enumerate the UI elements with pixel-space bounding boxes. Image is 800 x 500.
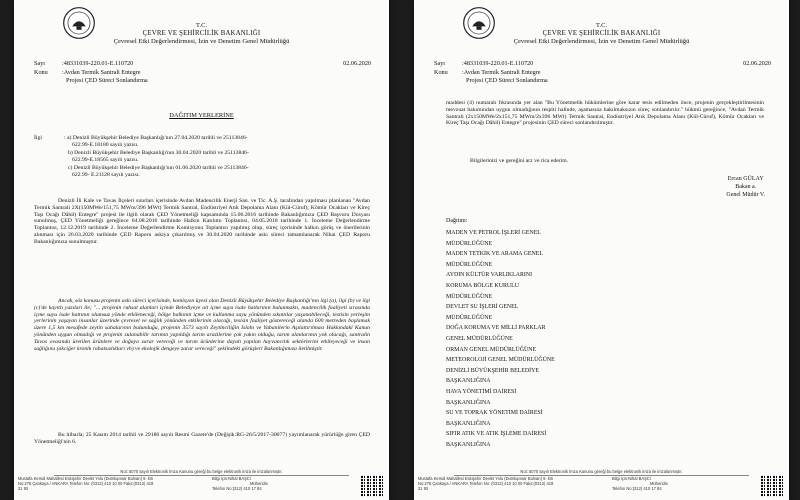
list-item: GENEL MÜDÜRLÜĞÜNE — [446, 335, 513, 342]
footer-contact — [212, 477, 332, 492]
list-item: DENİZLİ BÜYÜKŞEHİR BELEDİYE — [446, 367, 539, 374]
address-line: No:278 Çankaya / ANKARA Telefon No: (0312) 410 10 00 Faks:(0312) 419 — [418, 480, 554, 486]
qr-code-icon — [361, 475, 383, 497]
list-item: DEVLET SU İŞLERİ GENEL — [446, 304, 519, 311]
list-item: SIFIR ATIK VE ATIK İŞLEME DAİRESİ — [446, 431, 547, 438]
distribution-list — [446, 228, 706, 450]
sayi-value: :48331039-220.01-E.110720 — [62, 60, 134, 67]
e-signature-note: Not: 5070 sayılı Elektronik İmza Kanunu gereği bu belge elektronik imza ile imzalanmıştır. — [454, 470, 749, 476]
contact-line: Telefon No:(312) 410 17 84 — [212, 485, 262, 491]
list-item: MADEN TETKİK VE ARAMA GENEL — [446, 251, 543, 258]
paragraph-2: Ancak, söz konusu projenin askı süreci içerisinde, komisyon üyesi olan Denizli Büyükşehir Belediye Başkanlığı'nın ilgi (a), ilgi (b) ve ilgi (c)'de kayıtlı yazıları ile; "... projenin ruhsat alanları içinde Belediyeye ait içme suyu isale hatlarının bulunmaktı, madencilik faaliyeti sırasında içme suyu isale hattının olumsuz yönde etkileneceği, bölge halkının içme ve kullanma suyu yönünden sıkıntılar yaşanabileceği, testisin yerleşim yerlerinin yaşayan insanlar üzerinde çevresel ve sağlık yönünden etkilerinin olacağı, tesisin faaliyet göstereceği alanda 600 metreden başlamak üzere 1,5 km mesafede zeytin sahalarının bulunduğu, projenin 3573 sayılı Zeytinciliğin Islahı ve Yabanilerin Aşılattırılması Hakkındaki Kanun yönünden uygun olmadığı ve projenin sulanabilir tarımın yapıldığı tarım arazilerine çok yakın olduğu, tarım alanlarının yok olacağı, santralin Tavas ovasında üretilen ürünlere ve doğaya zarar vereceği ve tarım ürünlerine dayalı yapılan hayvancılık sektörlerini etkileyeceği ve insan sağlığına (akciğer kronik rahatsızlıkları vb) ve ekolojik dengeye zarar vereceği" şeklindeki görüşleri Bakanlığımıza iletilmiştir. — [34, 298, 370, 352]
header-ministry: ÇEVRE VE ŞEHİRCİLİK BAKANLIĞI — [542, 30, 661, 38]
footer-contact — [612, 477, 732, 492]
contact-line: Bilgi için:Nihal BAŞCI — [212, 476, 251, 481]
list-item: MADEN VE PETROL İŞLERİ GENEL — [446, 230, 541, 236]
contact-line: Mühendis — [650, 480, 668, 486]
konu-value-2: Projesi ÇED Süreci Sonlandırma — [466, 77, 548, 84]
sayi-label: Sayı — [434, 60, 446, 67]
ilgi-line: 622.99- E.21128 sayılı yazısı. — [72, 172, 140, 179]
list-item: MÜDÜRLÜĞÜNE — [446, 293, 493, 300]
sayi-value: :48331039-220.01-E.110720 — [462, 60, 534, 67]
distribution-label: Dağıtım: — [446, 218, 468, 224]
letterhead — [414, 22, 789, 47]
list-item: BAŞKANLIĞINA — [446, 399, 491, 406]
konu-value-2: Projesi ÇED Süreci Sonlandırma — [66, 77, 148, 84]
letterhead — [14, 22, 389, 47]
signer-title: Bakan a. — [735, 183, 757, 190]
document-page-2 — [414, 0, 789, 500]
list-item: BAŞKANLIĞINA — [446, 441, 491, 448]
header-tc: T.C. — [596, 22, 607, 29]
document-footer — [414, 470, 789, 500]
list-item: ORMAN GENEL MÜDÜRLÜĞÜNE — [446, 346, 537, 353]
document-date: 02.06.2020 — [743, 60, 771, 67]
address-line: No:278 Çankaya / ANKARA Telefon No: (0312) 410 10 00 Faks:(0312) 419 — [18, 480, 154, 486]
konu-value-1: :Avdan Termik Santrali Entegre — [62, 69, 141, 76]
ilgi-label: İlgi — [34, 135, 42, 141]
list-item: MÜDÜRLÜĞÜNE — [446, 240, 493, 247]
header-tc: T.C. — [196, 22, 207, 29]
distribution-title: DAĞITIM YERLERİNE — [169, 112, 234, 119]
signer-title: Genel Müdür V. — [726, 191, 765, 198]
list-item: SU VE TOPRAK YÖNETİMİ DAİRESİ — [446, 410, 543, 417]
contact-line: Mühendis — [250, 480, 268, 486]
paragraph-1: maddesi (4) numaralı fıkrasında yer alan "Bu Yönetmelik hükümlerine göre karar tesis edilmeden önce, projenin gerçekleştirilmesinin mevzuat bakımından uygun olmadığının tespiti halinde, aşamasına bakılmaksızın süreç sonlandırılır." hükmü gereğince, "Avdan Termik Santrali (2x150MWe/2x151,75 MWm/2x396 MWt) Termik Santral, Endüstriyel Atık Depolama Alanı (Kül-Cüruf), Kömür Ocakları ve Kireç Taşı Ocağı Dâhil) Entegre" projesinin ÇED süreci sonlandırılmıştır. — [446, 100, 764, 127]
signer-name: Ercan GÜLAY — [727, 176, 764, 182]
header-ministry: ÇEVRE VE ŞEHİRCİLİK BAKANLIĞI — [142, 30, 261, 38]
e-signature-note: Not: 5070 sayılı Elektronik İmza Kanunu gereği bu belge elektronik imza ile imzalanmıştır. — [54, 470, 349, 476]
footer-address — [18, 477, 208, 492]
document-page-1 — [14, 0, 389, 500]
list-item: BAŞKANLIĞINA — [446, 378, 491, 385]
list-item: MÜDÜRLÜĞÜNE — [446, 261, 493, 268]
list-item: METEOROLOJİ GENEL MÜDÜRLÜĞÜNE — [446, 357, 555, 364]
paragraph-1: Denizli İli Kale ve Tavas İlçeleri sınırları içerisinde Avdan Madencilik Enerji San. ve Tic. A.Ş. tarafından yapılması planlanan "Avdan Termik Santrali 2X(150MWe/151,75 MWm/396 MWt) Termik Santral, Endüstriyel Atık Depolama Alanı (Kül-Cüruf), Kömür Ocakları ve Kireç Taşı Ocağı Dâhil) Entegre" projesi ile ilgili olarak ÇED Yönetmeliği kapsamında 15.06.2016 tarihinde Bakanlığımıza ÇED Başvuru Dosyası sunulmuş, ÇED Yönetmeliği gereğince 04.08.2016 tarihinde Halkın Katılımı Toplantısı, 04.05.2018 tarihinde 1. İnceleme Değerlendirme Toplantısı, 12.12.2019 tarihinde 2. İnceleme Değerlendirme Komisyonu Toplantısı yapılmış olup, süreç içerisinde halkın görüş ve önerilerinin alınması için 26.03.2020 tarihinde ÇED Raporu askıya çıkarılmış ve 30.04.2020 tarihinde askı süreci tamamlanarak Nihai ÇED Raporu Bakanlığımıza sunulmuştur. — [34, 198, 370, 245]
list-item: HAVA YÖNETİMİ DAİRESİ — [446, 388, 517, 395]
konu-label: Konu — [34, 69, 48, 76]
header-directorate: Çevresel Etki Değerlendirmesi, İzin ve Denetim Genel Müdürlüğü — [513, 38, 690, 46]
address-line: Mustafa Kemal Mahallesi Eskişehir Devlet Yolu (Dumlupınar Bulvarı) 9. km — [418, 476, 554, 481]
address-line: Mustafa Kemal Mahallesi Eskişehir Devlet Yolu (Dumlupınar Bulvarı) 9. km — [18, 476, 154, 481]
list-item: KORUMA BÖLGE KURULU — [446, 282, 519, 289]
document-footer — [14, 470, 389, 500]
list-item: BAŞKANLIĞINA — [446, 420, 491, 427]
paragraph-2: Bilgilerinizi ve gereğini arz ve rica ederim. — [470, 158, 569, 164]
document-meta — [34, 60, 234, 90]
address-line: 21 92 — [18, 485, 29, 491]
list-item: DOĞA KORUMA VE MİLLİ PARKLAR — [446, 325, 546, 332]
qr-code-icon — [761, 475, 783, 497]
document-meta — [434, 60, 634, 90]
header-directorate: Çevresel Etki Değerlendirmesi, İzin ve Denetim Genel Müdürlüğü — [113, 38, 290, 46]
contact-line: Bilgi için:Nihal BAŞCI — [612, 476, 651, 481]
signature-block — [726, 176, 765, 199]
konu-label: Konu — [434, 69, 448, 76]
ilgi-line: c) Denizli Büyükşehir Belediye Başkanlığı'nın 01.06.2020 tarihli ve 25113846- — [68, 164, 249, 171]
list-item: AYDIN KÜLTÜR VARLIKLARINI — [446, 272, 533, 279]
konu-value-1: :Avdan Termik Santrali Entegre — [462, 69, 541, 76]
paragraph-3: Bu itibarla; 25 Kasım 2014 tarihli ve 29186 sayılı Resmi Gazete'de (Değişik:RG-26/5/2017-30077) yayımlanarak yürürlüğe giren ÇED Yönetmeliği'nin 6. — [34, 432, 370, 445]
ilgi-line: 622.99-E.18565 sayılı yazısı. — [72, 157, 139, 164]
ilgi-line: b) Denizli Büyükşehir Belediye Başkanlığı'nın 30.04.2020 tarihli ve 25113846- — [68, 149, 249, 156]
sayi-label: Sayı — [34, 60, 46, 67]
list-item: MÜDÜRLÜĞÜNE — [446, 314, 493, 321]
ilgi-line: 622.99-E.18180 sayılı yazısı. — [72, 142, 139, 149]
contact-line: Telefon No:(312) 410 17 84 — [612, 485, 662, 491]
footer-address — [418, 477, 608, 492]
address-line: 21 92 — [418, 485, 429, 491]
ilgi-line: : a) Denizli Büyükşehir Belediye Başkanlığı'nın 27.04.2020 tarihli ve 25113846- — [64, 135, 248, 141]
document-date: 02.06.2020 — [343, 60, 371, 67]
